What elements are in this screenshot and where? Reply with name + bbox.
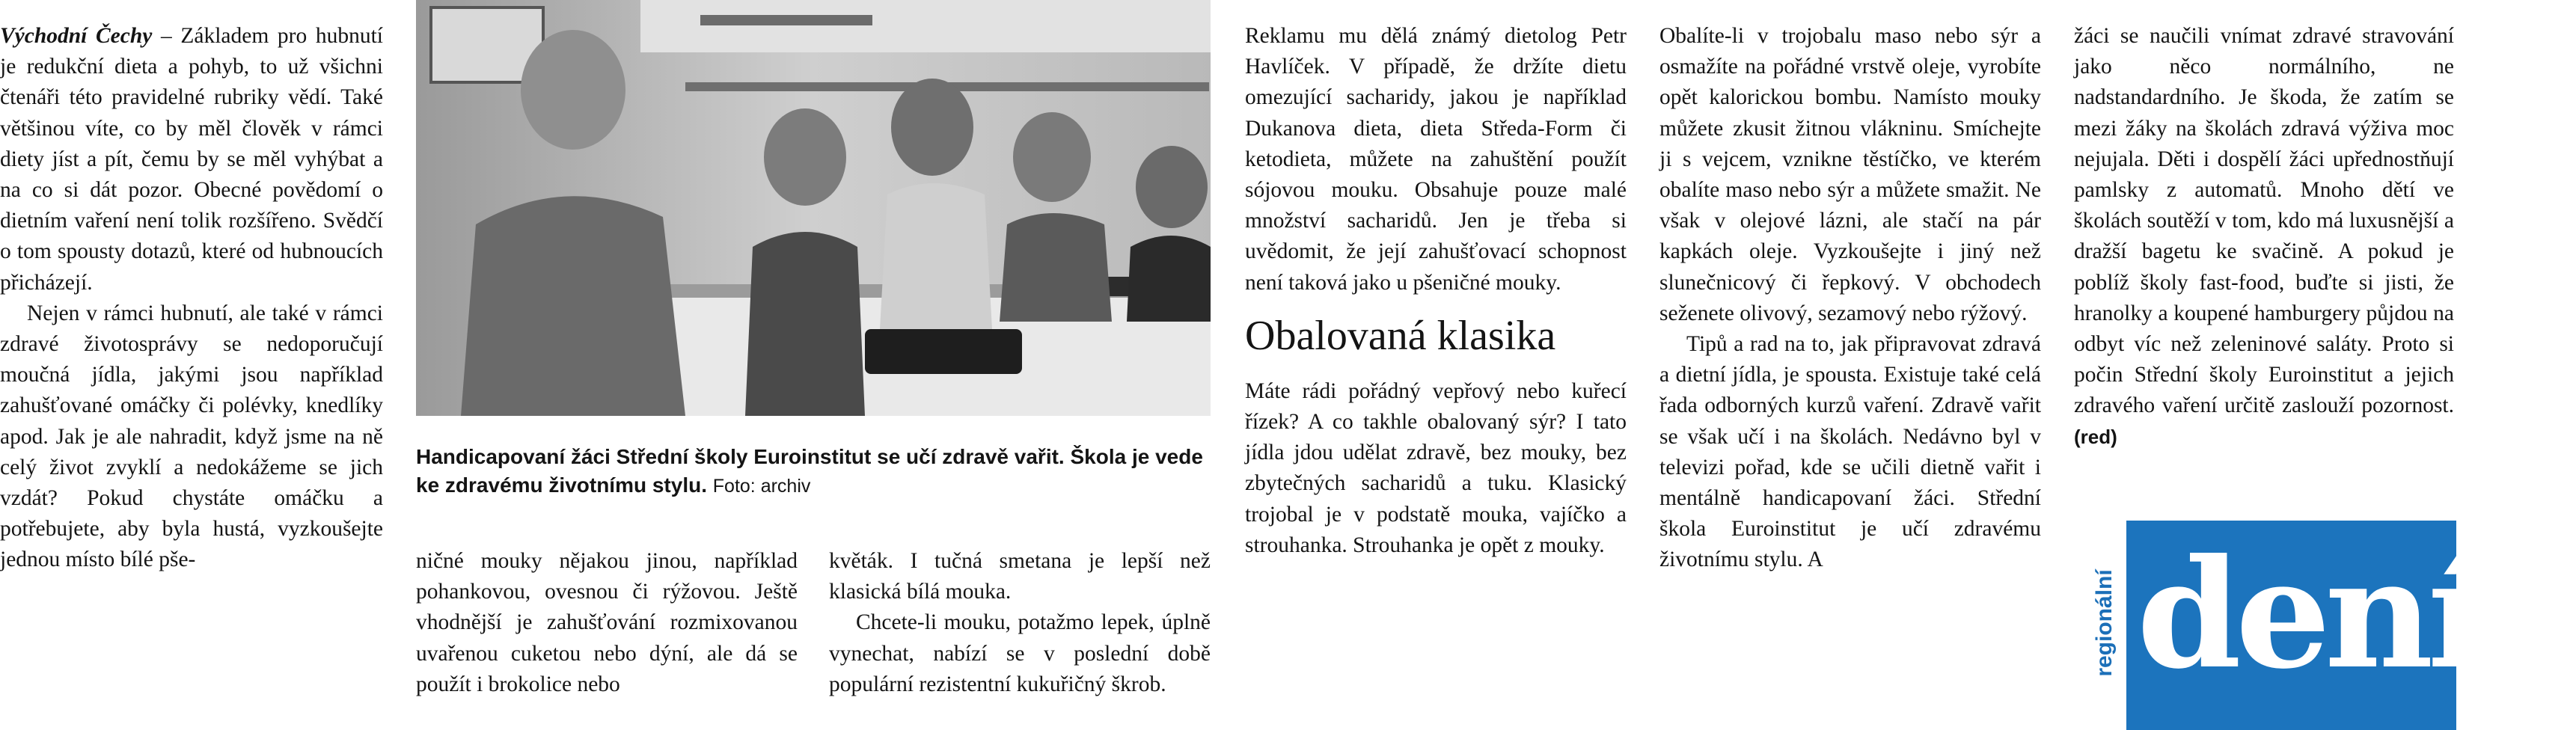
- column-4: [1245, 21, 1627, 561]
- column-3: [829, 546, 1211, 700]
- author-signature: (red): [2074, 425, 2117, 448]
- paragraph: Nejen v rámci hubnutí, ale také v rámci zdravé životosprávy se nedoporučují moučná jídla, jakými jsou například zahušťované omáčky či polévky, knedlíky apod. Jak je ale nahradit, když jsme na ně celý život zvyklí a nedokážeme se jich vzdát? Pokud chystáte omáčku a potřebujete, aby byla hustá, vyzkoušejte jednou místo bílé pše-: [0, 301, 383, 572]
- paragraph: Máte rádi pořádný vepřový nebo kuřecí řízek? A co takhle obalovaný sýr? I tato jídla jdou udělat zdravě, bez mouky, bez zbytečných sacharidů a tuku. Klasický trojobal je v podstatě mouka, vajíčko a strouhanka. Strouhanka je opět z mouky.: [1245, 378, 1627, 557]
- column-6: [2074, 21, 2454, 453]
- article-photo: [416, 0, 1211, 416]
- column-5: [1659, 21, 2041, 576]
- logo-wordmark: deník: [2137, 527, 2576, 702]
- paragraph: Chcete-li mouku, potažmo lepek, úplně vynechat, nabízí se v poslední době populární rezistentní kukuřičný škrob.: [829, 610, 1211, 696]
- dateline: Východní Čechy: [0, 24, 153, 48]
- paragraph: Tipů a rad na to, jak připravovat zdravá a dietní jídla, je spousta. Existuje také celá řada odborných kurzů vaření. Zdravě vařit se však učí i na školách. Nedávno byl v televizi pořad, kde se učili dietně vařit i mentálně handicapovaní žáci. Střední škola Euroinstitut je učí zdravému životnímu stylu. A: [1659, 332, 2041, 572]
- paragraph: Obalíte-li v trojobalu maso nebo sýr a osmažíte na pořádné vrstvě oleje, vyrobíte opět kalorickou bombu. Namísto mouky můžete zkusit žitnou vlákninu. Smíchejte ji s vejcem, vznikne těstíčko, ve kterém obalíte maso nebo sýr a můžete smažit. Ne však v olejové lázni, ale stačí na pár kapkách oleje. Vyzkoušejte i jiný než slunečnicový či řepkový. V obchodech seženete olivový, sezamový nebo rýžový.: [1659, 24, 2041, 325]
- column-2: [416, 546, 798, 700]
- paragraph: květák. I tučná smetana je lepší než klasická bílá mouka.: [829, 549, 1211, 604]
- kitchen-photo-image: [416, 0, 1211, 416]
- section-subhead: Obalovaná klasika: [1245, 312, 1556, 359]
- paragraph: žáci se naučili vnímat zdravé stravování jako něco normálního, ne nadstandardního. Je škoda, že zatím se mezi žáky na školách zdravá výživa moc nejujala. Děti i dospělí žáci upřednostňují pamlsky z automatů. Mnoho dětí ve školách soutěží v tom, kdo má luxusnější a dražší bagetu ke svačině. A pokud je poblíž školy fast-food, buďte si jisti, že hranolky a koupené hamburgery půjdou na odbyt víc než zeleninové saláty. Proto si počin Střední školy Euroinstitut a jejich zdravého vaření určitě zaslouží pozornost. (red): [2074, 24, 2454, 448]
- photo-caption: [416, 443, 1211, 500]
- lead-paragraph: Východní Čechy – Základem pro hubnutí je redukční dieta a pohyb, to už všichni čtenáři této pravidelné rubriky vědí. Také většinou víte, co by měl člověk v rámci diety jíst a pít, čemu by se měl vyhýbat a na co si dát pozor. Obecné povědomí o dietním vaření není tolik rozšířeno. Svědčí o tom spousty dotazů, které od hubnoucích přicházejí.: [0, 24, 383, 295]
- denik-logo: [2087, 516, 2576, 730]
- photo-credit: Foto: archiv: [712, 476, 811, 497]
- paragraph: Reklamu mu dělá známý dietolog Petr Havlíček. V případě, že držíte dietu omezující sacharidy, jakou je například Dukanova dieta, dieta Středa-Form či ketodieta, můžete na zahuštění použít sójovou mouku. Obsahuje pouze malé množství sacharidů. Jen je třeba si uvědomit, že její zahušťovací schopnost není taková jako u pšeničné mouky.: [1245, 24, 1627, 295]
- caption-text: Handicapovaní žáci Střední školy Euroinstitut se učí zdravě vařit. Škola je vede ke zdravému životnímu stylu.: [416, 445, 1203, 497]
- logo-box: [2126, 521, 2576, 730]
- column-1: [0, 21, 383, 576]
- logo-tagline: regionální: [2092, 569, 2117, 677]
- paragraph: ničné mouky nějakou jinou, například pohankovou, ovesnou či rýžovou. Ještě vhodnější je zahušťování rozmixovanou uvařenou cuketou nebo dýní, ale dá se použít i brokolice nebo: [416, 549, 798, 696]
